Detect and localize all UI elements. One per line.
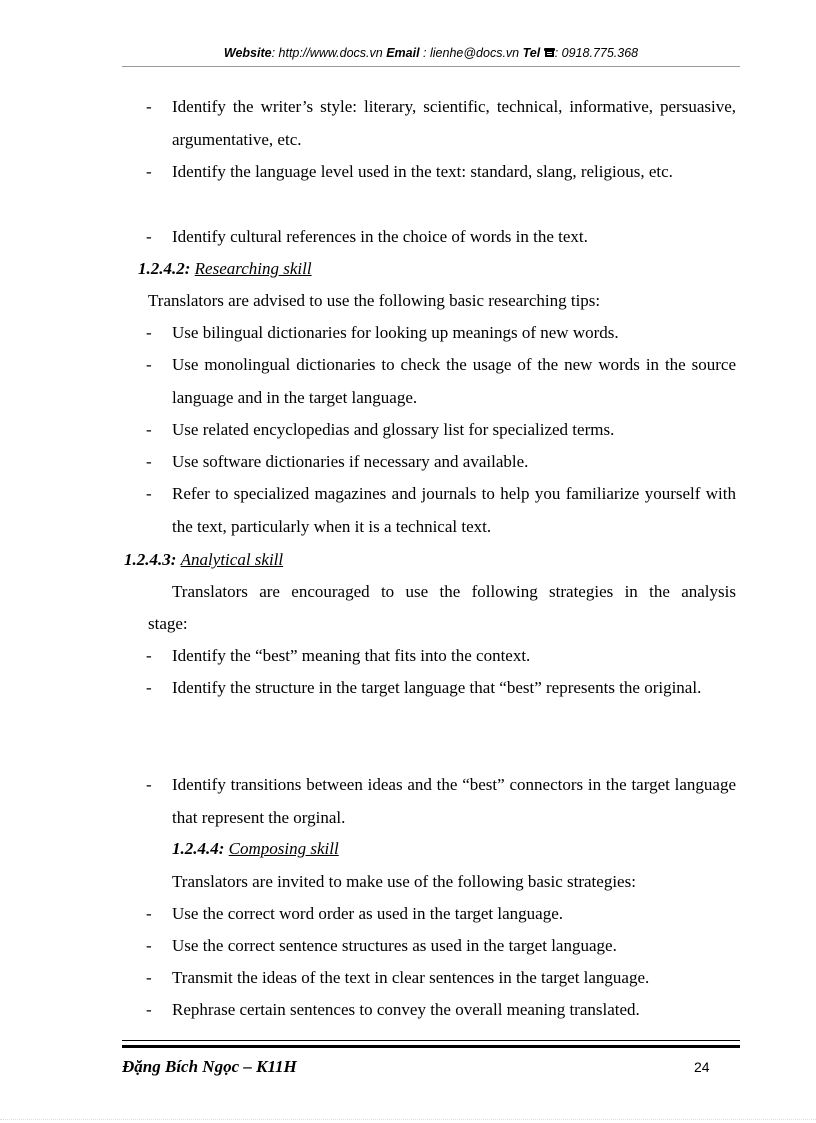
bullet-dash: - [146,936,152,955]
bullet-dash: - [146,1000,152,1019]
section-heading [124,549,283,571]
list-item: Use the correct sentence structures as used in the target language. [172,936,617,955]
section-heading [138,258,312,280]
bullet-dash: - [146,355,152,374]
page-header [122,46,740,61]
list-item: Use bilingual dictionaries for looking up meanings of new words. [172,323,619,342]
phone-icon [544,47,555,61]
list-item: Refer to specialized magazines and journals to help you familiarize yourself with the text, particularly when it is a technical text. [172,484,736,536]
footer-divider-thin [122,1040,740,1041]
bullet-dash: - [146,484,152,503]
section-number: 1.2.4.3: [124,550,177,569]
section-heading [172,838,339,860]
bullet-dash: - [146,775,152,794]
list-item: Identify the structure in the target language that “best” represents the original. [172,678,702,697]
list-item: Identify the writer’s style: literary, scientific, technical, informative, persuasive, argumentative, etc. [172,97,736,149]
bullet-dash: - [146,420,152,439]
list-item: Use monolingual dictionaries to check the usage of the new words in the source language and in the target language. [172,355,736,407]
paragraph: Translators are invited to make use of the following basic strategies: [172,872,636,891]
list-item: Identify the language level used in the text: standard, slang, religious, etc. [172,162,673,181]
page-edge [0,1119,816,1120]
list-item: Rephrase certain sentences to convey the overall meaning translated. [172,1000,640,1019]
paragraph: Translators are encouraged to use the following strategies in the analysis [172,582,736,601]
email-value: : lienhe@docs.vn [419,46,523,60]
bullet-dash: - [146,162,152,181]
section-number: 1.2.4.4: [172,839,225,858]
bullet-dash: - [146,323,152,342]
bullet-dash: - [146,904,152,923]
list-item: Identify transitions between ideas and the “best” connectors in the target language that represent the orginal. [172,775,736,827]
bullet-dash: - [146,968,152,987]
list-item: Identify cultural references in the choice of words in the text. [172,227,588,246]
email-label: Email [386,46,420,60]
paragraph: Translators are advised to use the following basic researching tips: [148,291,601,310]
footer-author: Đặng Bích Ngọc – K11H [122,1057,297,1076]
bullet-dash: - [146,646,152,665]
bullet-dash: - [146,678,152,697]
page-number: 24 [694,1059,710,1075]
section-title: Composing skill [228,839,339,858]
bullet-dash: - [146,227,152,246]
tel-label: Tel [522,46,541,60]
footer-divider-thick [122,1045,740,1048]
list-item: Identify the “best” meaning that fits into the context. [172,646,531,665]
list-item: Use the correct word order as used in the target language. [172,904,564,923]
bullet-dash: - [146,97,152,116]
section-title: Analytical skill [180,550,284,569]
paragraph: stage: [148,614,188,633]
bullet-dash: - [146,452,152,471]
header-divider [122,66,740,67]
website-label: Website [223,46,272,60]
list-item: Use related encyclopedias and glossary list for specialized terms. [172,420,615,439]
section-number: 1.2.4.2: [138,259,191,278]
website-value: : http://www.docs.vn [271,46,387,60]
list-item: Transmit the ideas of the text in clear sentences in the target language. [172,968,650,987]
list-item: Use software dictionaries if necessary and available. [172,452,529,471]
section-title: Researching skill [194,259,312,278]
tel-value: : 0918.775.368 [554,46,639,60]
